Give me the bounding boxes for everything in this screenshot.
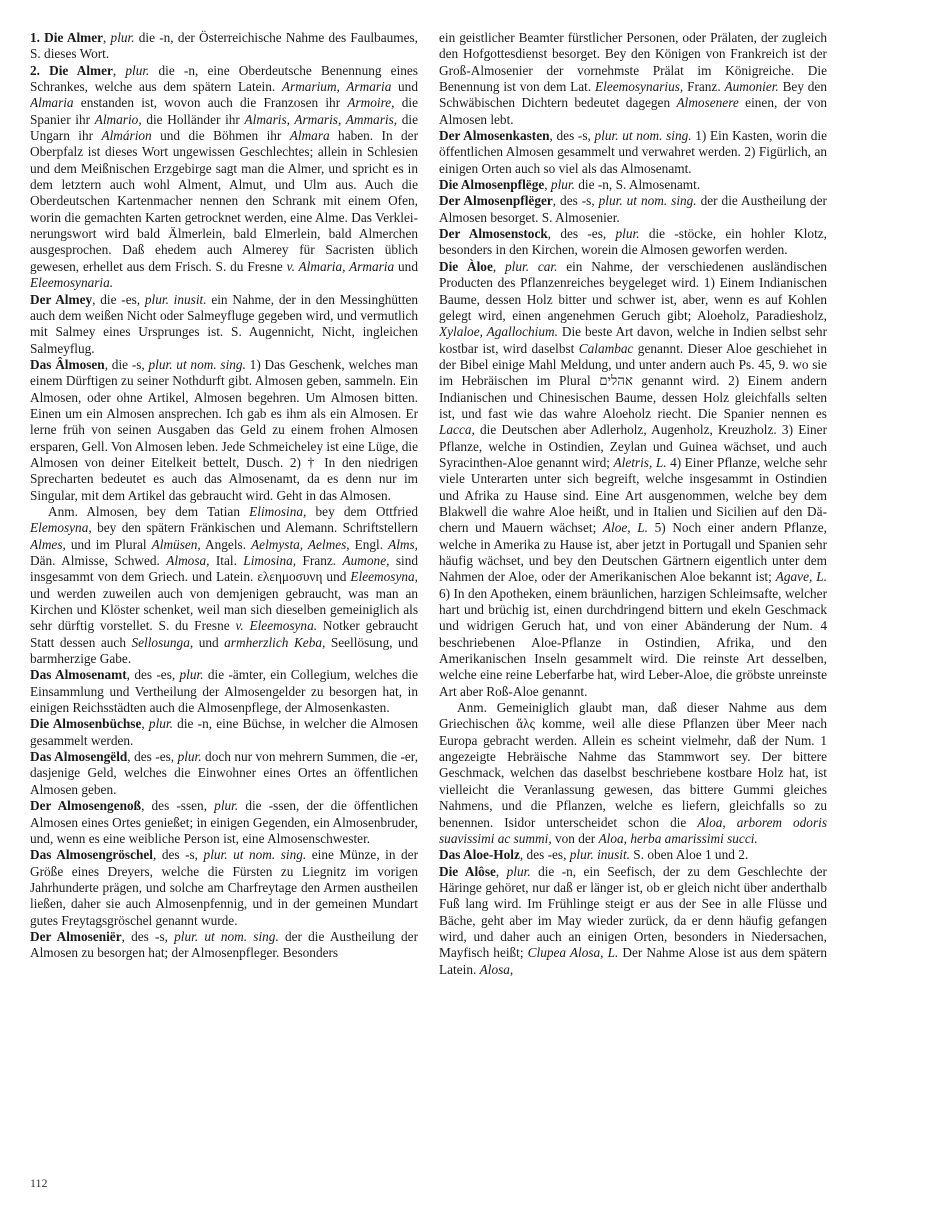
italic-term: Clupea Alosa, L. [527, 945, 619, 961]
headword: Die Almosenpflëge [439, 177, 545, 193]
italic-term: plur. ut nom. sing. [174, 928, 279, 944]
headword: Der Almey [30, 291, 93, 307]
italic-term: Armoire, [347, 95, 395, 111]
italic-term: Almüsen, [151, 536, 201, 552]
italic-term: Almosa, [166, 553, 210, 568]
italic-term: plur. [110, 30, 135, 45]
page-number: 112 [30, 1176, 48, 1190]
italic-term: Alosa, [479, 961, 514, 977]
headword: Die Àloe [439, 258, 493, 274]
italic-term: Almara [289, 128, 330, 144]
italic-term: Elimosina, [249, 503, 307, 519]
italic-term: Aloe, L. [602, 520, 648, 536]
italic-term: plur. [179, 667, 204, 683]
headword: Die Alôse [439, 863, 496, 879]
italic-term: armherzlich Keba, [224, 634, 326, 650]
dictionary-entry-almosenstock: Der Almosenstock, des -es, plur. die -stöcke, ein hohler Klotz, besonders in den Kirchen, worein die Almosen geworfen werden. [439, 226, 827, 258]
italic-term: plur. ut nom. sing. [203, 847, 307, 863]
italic-term: Eleemosyna, [350, 569, 418, 585]
dictionary-entry-almosenkasten: Der Almosenkasten, des -s, plur. ut nom. sing. 1) Ein Kasten, worin die öffentlichen Almosen gesammelt und verwahret werden. 2) Figürlich, an einigen Orten auch so viel als das Almosenamt. [439, 128, 827, 176]
dictionary-entry-aloe: Die Àloe, plur. car. ein Nahme, der verschiedenen ausländischen Producten des Pflanzenreiches beygeleget wird. 1) Einem Indianischen Baume, dessen Holz bitter und schwer ist, aber, wenn es auf Kohlen gelegt wird, einen angenehmen Geruch gibt; Aloeholz, Paradiesholz, Xylaloe, Agallochium. Die beste Art davon, welche in Indien selbst sehr kostbar ist, wird daselbst Calambac genannt. Dieser Aloe geschiehet in der Bibel einige Mahl Meldung, und unter andern auch Ps. 45, 9. wo sie im Hebräischen im Plural אהלים genannt wird. 2) Einem andern Indianischen und Chinesischen Baume, dessen Holz gleichfalls selten ist, und fast wie das wahre Aloeholz riecht. Die Spanier nennen es Lacca, die Deutschen aber Adlerholz, Augenholz, Kreuzholz. 3) Einer Pflanze, welche in Ostindien, Zeylan und Guinea wächset, und auch Syracinthen-Aloe genannt wird; Aletris, L. 4) Einer Pflanze, welche sehr viele Unterarten unter sich begreift, welche insgesammt in Ostindien und Afrika zu Hause sind. Eine Art ausgenommen, welche bey dem Blakwell die wahre Aloe heißt, und in Italien und Sicilien auf den Dächern und Mauern wächset; Aloe, L. 5) Noch einer andern Pflanze, welche in Amerika zu Hause ist, aber jetzt in Portugall und Spanien sehr häufig wächset, und bey den Deutschen Gärtnern eigentlich unter dem Nahmen der Aloe, oder der Amerikanischen Aloe bekannt ist; Agave, L. 6) In den Apotheken, einem bräunlichen, harzigen Schleimsafte, welcher hart und brüchig ist, einen durchdringend bittern und ekeln Geschmack und widrigen Geruch hat, und von einer Abänderung der Num. 4 beschriebenen Aloe-Pflanze in Ostindien, Afrika, und den Amerikanischen Inseln gesammelt wird. Die reinste Art desselben, welche eine reine Leberfarbe hat, wird Leber-Aloe, die gröbste unreinste Art aber Roß-Aloe genannt. [439, 258, 827, 699]
italic-term: Aelmysta, Aelmes, [251, 536, 350, 552]
dictionary-entry-aloe-holz: Das Aloe-Holz, des -es, plur. inusit. S. oben Aloe 1 und 2. [439, 847, 749, 863]
italic-term: v. Almaria, Armaria [286, 258, 395, 274]
headword: Der Almosengenoß [30, 798, 142, 814]
italic-term: Almario, [94, 111, 142, 127]
italic-term: Lacca, [439, 422, 475, 438]
italic-term: plur. [214, 798, 239, 814]
dictionary-entry-almer-2: 2. Die Almer, plur. die -n, eine Oberdeutsche Benennung eines Schrankes, welche aus dem spätern Latein. Armarium, Armaria und Almaria enstanden ist, wovon auch die Franzosen ihr Armoire, die Spanier ihr Almario, die Holländer ihr Almaris, Armaris, Ammaris, die Ungarn ihr Almárion und die Böhmen ihr Almara haben. In der Oberpfalz ist dieses Wort ungewissen Geschlechtes; allein in Schlesien und dem Meißnischen Erzgebirge sagt man die Almer, und spricht es in dem letztern auch wohl Alment, Almut, und Ulm aus. Auch die Oberdeutschen Kartenmacher nennen den Schrank mit einem Ofen, worin die gemachten Karten getrocknet werden, eine Alme. Das Verkleinerungswort wird bald Älmerlein, bald Elmerlein, bald Almerchen ausgesprochen. Daß ehedem auch Almerey für Sacristen üblich gewesen, erhellet aus dem Frisch. S. du Fresne v. Almaria, Armaria und Eleemosynaria. [30, 62, 418, 291]
italic-term: Agave, L. [775, 569, 827, 585]
dictionary-entry-almer-1: 1. Die Almer, plur. die -n, der Österreichische Nahme des Faulbaumes, S. dieses Wort. [30, 30, 418, 62]
italic-term: Eleemosynaria. [30, 275, 114, 291]
dictionary-entry-almosengenoss: Der Almosengenoß, des -ssen, plur. die -ssen, der die öffentlichen Almosen eines Ortes genießet; in einigen Gegenden, ein Almosenbruder, und, wenn es eine weibliche Person ist, eine Almosenschwester. [30, 798, 418, 846]
headword: Das Almosengëld [30, 749, 128, 765]
right-column [439, 30, 827, 1170]
italic-term: Aloa, herba amarissimi succi. [598, 830, 758, 846]
italic-term: plur. [125, 62, 150, 78]
italic-term: Aumonier. [724, 79, 779, 95]
italic-term: Xylaloe, Agallochium. [439, 324, 558, 340]
headword: Der Almoseniër [30, 928, 122, 944]
italic-term: Alms, [388, 536, 418, 552]
left-column [30, 30, 418, 1170]
italic-term: plur. [148, 716, 173, 732]
italic-term: Almaris, Armaris, Ammaris, [244, 111, 398, 127]
headword: Der Almosenkasten [439, 128, 550, 144]
italic-term: plur. ut nom. sing. [148, 356, 246, 372]
dictionary-entry-almosenpflege: Die Almosenpflëge, plur. die -n, S. Almosenamt. [439, 177, 701, 193]
dictionary-entry-almosen: Das Âlmosen, die -s, plur. ut nom. sing. 1) Das Geschenk, welches man einem Dürftigen zu seiner Nothdurft gibt. Almosen geben, sammeln. Ein Almosen, oder ohne Artikel, Almosen begehren. Um Almosen bitten. Einen um ein Almosen ansprechen. Ich gab es ihm als ein Almosen. Er lerne früh von seinen Ausgaben das Geld zu einem frohen Almosen ersparen, Gell. Von Almosen leben. Jede Schmeicheley ist eine Lüge, die Almosen von deiner Eitelkeit bettelt, Dusch. 2) † In den niedrigen Sprecharten bedeutet es auch das Almosenamt, da es denn nur im Singular, mit dem Artikel das gebraucht wird. Geht in das Almosen. [30, 356, 418, 503]
headword: Das Almosenamt [30, 667, 127, 683]
italic-term: Almárion [101, 128, 152, 144]
headword: 2. Die Almer [30, 62, 113, 78]
dictionary-entry-alose: Die Alôse, plur. die -n, ein Seefisch, der zu dem Geschlechte der Häringe gehöret, nur daß er länger ist, ob er gleich nicht über anderthalb Fuß lang wird. Im Frühlinge steigt er aus der See in alle Flüsse und Bäche, geht aber im May wieder zurück, da er denn häufig gefangen wird, und daher auch an einigen Orten, besonders in Niedersachen, Mayfisch heißt; Clupea Alosa, L. Der Nahme Alose ist aus dem spätern Latein. Alosa, [439, 863, 827, 977]
italic-term: Armarium, Armaria [281, 79, 392, 95]
headword: Der Almosenstock [439, 226, 548, 242]
dictionary-entry-almoseniier-cont: ein geistlicher Beamter fürstlicher Personen, oder Prälaten, der zugleich den Hofgottesdienst besorget. Bey den Königen von Frankreich ist der Groß-Almosenier der vornehmste Prälat im Königreiche. Die Benennung ist von dem Lat. Eleemosynarius, Franz. Aumonier. Bey den Schwäbischen Dichtern bedeutet dagegen Almosenere einen, der von Almosen lebt. [439, 30, 827, 127]
italic-term: plur. inusit. [569, 847, 630, 863]
italic-term: Sellosunga, [131, 634, 194, 650]
italic-term: Calambac [578, 340, 634, 356]
italic-term: plur. ut nom. sing. [594, 128, 692, 144]
headword: 1. Die Almer [30, 30, 104, 45]
dictionary-entry-almosenpfleger: Der Almosenpflëger, des -s, plur. ut nom. sing. der die Austheilung der Almosen besorget. S. Almosenier. [439, 193, 827, 225]
italic-term: Aletris, L. [613, 454, 667, 470]
italic-term: Almosenere [676, 95, 739, 111]
headword: Das Aloe-Holz [439, 847, 520, 863]
dictionary-entry-almoseniier: Der Almoseniër, des -s, plur. ut nom. sing. der die Austheilung der Almosen zu besorgen hat; der Almosenpfleger. Besonders [30, 928, 418, 961]
italic-term: plur. [177, 749, 202, 765]
italic-term: Limosina, [243, 553, 297, 568]
italic-term: Aloa, arborem odoris suavissimi ac summi, [439, 814, 827, 846]
headword: Das Âlmosen [30, 356, 105, 372]
italic-term: plur. inusit. [144, 291, 207, 307]
italic-term: plur. car. [505, 258, 558, 274]
italic-term: Elemosyna, [30, 520, 92, 536]
dictionary-entry-almosenbuechse: Die Almosenbüchse, plur. die -n, eine Büchse, in welcher die Almosen gesammelt werden. [30, 716, 418, 748]
dictionary-entry-almosengeld: Das Almosengëld, des -es, plur. doch nur von mehrern Summen, die -er, dasjenige Geld, welches die Einwohner eines Ortes an öffentlichen Almosen geben. [30, 749, 418, 797]
italic-term: plur. [550, 177, 575, 193]
dictionary-entry-aloe-anm: Anm. Gemeiniglich glaubt man, daß dieser Nahme aus dem Griechischen ἄλς komme, weil alle diese Pflanzen über Meer nach Europa gebracht werden. Allein es scheint vielmehr, daß der Num. 1 angezeigte Hebräische Nahme das Stammwort sey. Der bittere Geschmack, welchen das daselbst beschriebene kostbare Holz hat, ist vielleicht die Veranlassung gewesen, das bittere Gummi gleiches Nahmens, und die Pflanzen, welche es liefern, gleichfalls so zu benennen. Isidor unterscheidet schon die Aloa, arborem odoris suavissimi ac summi, von der Aloa, herba amarissimi succi. [439, 700, 827, 846]
dictionary-entry-almosenamt: Das Almosenamt, des -es, plur. die -ämter, ein Collegium, welches die Einsammlung und Vertheilung der Almosengelder zu besorgen hat, in einigen Reichsstädten auch die Almosenpflege, der Almosenkasten. [30, 667, 418, 716]
italic-term: plur. ut nom. sing. [598, 193, 697, 209]
italic-term: Almes, [30, 536, 66, 552]
headword: Der Almosenpflëger [439, 193, 553, 209]
dictionary-entry-almosengroeschel: Das Almosengröschel, des -s, plur. ut nom. sing. eine Münze, in der Größe eines Dreyers, welche die Fürsten zu Liegnitz im vorigen Jahrhunderte prägen, und solche am Charfreytage den Armen austheilen ließen, daher sie auch Almosenpfennig, und in der gemeinen Mundart gutes Freytagsgröschel genannt wurde. [30, 847, 418, 928]
italic-term: v. Eleemosyna. [235, 618, 318, 634]
italic-term: Almaria [30, 95, 74, 111]
italic-term: plur. [615, 226, 640, 242]
dictionary-entry-almosen-anm: Anm. Almosen, bey dem Tatian Elimosina, bey dem Ottfried Elemosyna, bey den spätern Fränkischen und Alemann. Schriftstellern Almes, und im Plural Almüsen, Angels. Aelmysta, Aelmes, Engl. Alms, Dän. Almisse, Schwed. Almosa, Ital. Limosina, Franz. Aumone, sind insgesammt von dem Griech. und Latein. ελεημοσυνη und Eleemosyna, und werden zuweilen auch von demjenigen gebraucht, was man an Kirchen und Klöster schenket, weil man sich dieselben gemeiniglich als sehr dürftig vorstellet. S. du Fresne v. Eleemosyna. Notker gebraucht Statt dessen auch Sellosunga, und armherzlich Keba, Seellösung, und barmherzige Gabe. [30, 503, 418, 667]
italic-term: plur. [506, 863, 531, 879]
headword: Das Almosengröschel [30, 847, 153, 863]
headword: Die Almosenbüchse [30, 716, 142, 732]
italic-term: Aumone, [342, 553, 390, 568]
italic-term: Eleemosynarius, [595, 79, 684, 95]
dictionary-entry-almey: Der Almey, die -es, plur. inusit. ein Nahme, der in den Messinghütten auch dem weißen Nicht oder Salmeyfluge gegeben wird, und vermutlich mit Salmey eines Ursprunges ist. S. Augennicht, Nicht, ingleichen Salmeyflug. [30, 291, 418, 356]
